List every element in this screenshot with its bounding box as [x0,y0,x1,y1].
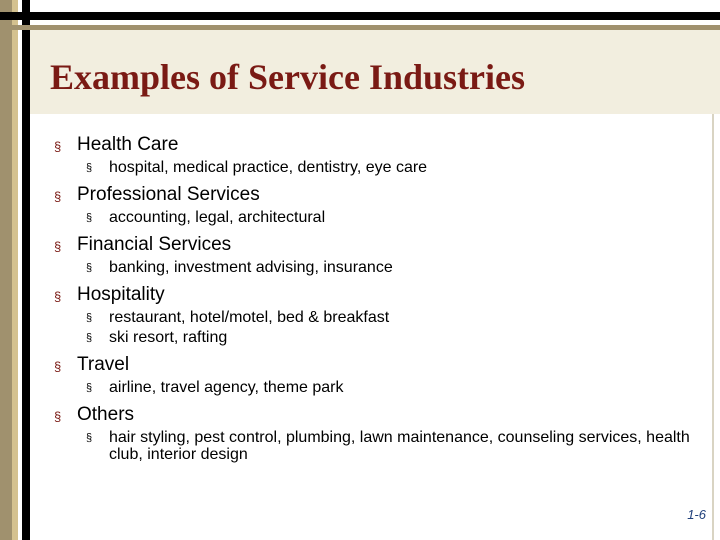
sub-bullet-text: accounting, legal, architectural [109,209,326,226]
sub-bullet-text: hospital, medical practice, dentistry, eye care [109,159,428,176]
bullet-label: Professional Services [77,184,260,205]
frame-right-line [712,114,714,540]
sub-bullet-icon: § [86,382,93,394]
bullet-label: Others [77,404,135,425]
sub-bullet-text: banking, investment advising, insurance [109,259,393,276]
sub-bullet-text: hair styling, pest control, plumbing, lawn maintenance, counseling services, health club, interior design [109,429,690,463]
bullet-label: Financial Services [77,234,232,255]
sub-bullet-icon: § [86,312,93,324]
bullet-item-others [52,404,702,463]
frame-left-gold-bar [12,0,18,540]
bullet-label: Hospitality [77,284,165,305]
bullet-icon: § [54,359,62,374]
bullet-item-hospitality [52,284,702,346]
sub-bullet-icon: § [86,432,93,444]
bullet-label: Health Care [77,134,179,155]
sub-bullet-text: restaurant, hotel/motel, bed & breakfast [109,309,390,326]
bullet-item-professional-services [52,184,702,226]
sub-bullet-icon: § [86,332,93,344]
bullet-icon: § [54,139,62,154]
bullet-icon: § [54,409,62,424]
bullet-item-health-care [52,134,702,176]
page-number: 1-6 [687,507,706,522]
bullet-item-travel [52,354,702,396]
bullet-label: Travel [77,354,130,375]
sub-bullet-icon: § [86,262,93,274]
bullet-item-financial-services [52,234,702,276]
sub-bullet-icon: § [86,162,93,174]
sub-bullet-icon: § [86,212,93,224]
bullet-list [52,134,702,463]
bullet-icon: § [54,189,62,204]
slide-title: Examples of Service Industries [50,57,525,97]
sub-bullet-text: ski resort, rafting [109,329,228,346]
bullet-icon: § [54,239,62,254]
frame-left-black-bar [22,0,30,540]
bullet-icon: § [54,289,62,304]
sub-bullet-text: airline, travel agency, theme park [109,379,344,396]
frame-top-black-bar [0,12,720,20]
frame-left-tan-bar [0,0,12,540]
